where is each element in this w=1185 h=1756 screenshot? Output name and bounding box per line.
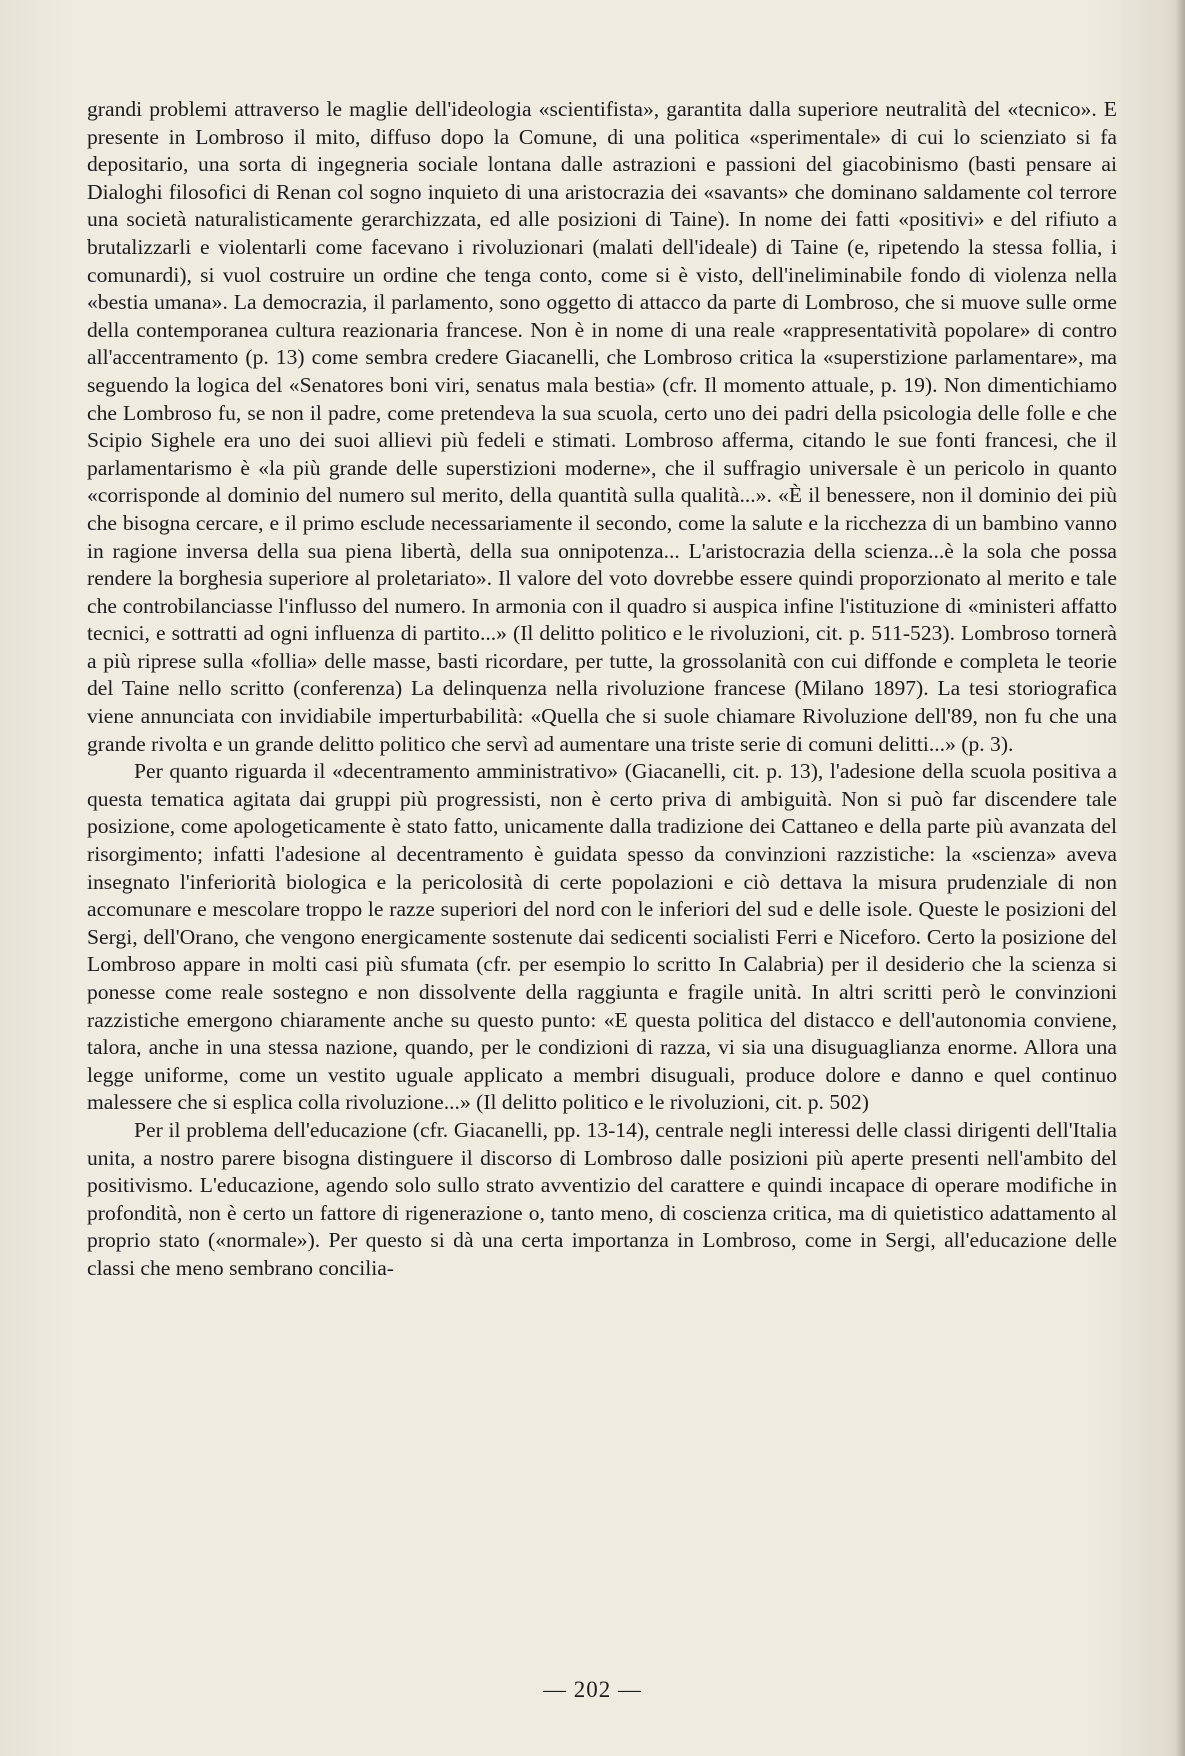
paragraph-3: Per il problema dell'educazione (cfr. Giacanelli, pp. 13-14), centrale negli interessi delle classi dirigenti dell'Italia unita, a nostro parere bisogna distinguere il discorso di Lombroso dalle posizioni più aperte presenti nell'ambito del positivismo. L'educazione, agendo solo sullo strato avventizio del carattere e quindi incapace di operare modifiche in profondità, non è certo un fattore di rigenerazione o, tanto meno, di coscienza critica, ma di quietistico adattamento al proprio stato («normale»). Per questo si dà una certa importanza in Lombroso, come in Sergi, all'educazione delle classi che meno sembrano concilia- xyxy=(87,1117,1117,1280)
paragraph-2: Per quanto riguarda il «decentramento amministrativo» (Giacanelli, cit. p. 13), l'adesione della scuola positiva a questa tematica agitata dai gruppi più progressisti, non è certo priva di ambiguità. Non si può far discendere tale posizione, come apologeticamente è stato fatto, unicamente dalla tradizione dei Cattaneo e della parte più avanzata del risorgimento; infatti l'adesione al decentramento è guidata spesso da convinzioni razzistiche: la «scienza» aveva insegnato l'inferiorità biologica e la pericolosità di certe popolazioni e ciò dettava la misura prudenziale di non accomunare e mescolare troppo le razze superiori del nord con le inferiori del sud e delle isole. Queste le posizioni del Sergi, dell'Orano, che vengono energicamente sostenute dai sedicenti socialisti Ferri e Niceforo. Certo la posizione del Lombroso appare in molti casi più sfumata (cfr. per esempio lo scritto In Calabria) per il desiderio che la scienza si ponesse come reale sostegno e non dissolvente della raggiunta e fragile unità. In altri scritti però le convinzioni razzistiche emergono chiaramente anche su questo punto: «E questa politica del distacco e dell'autonomia conviene, talora, anche in una stessa nazione, quando, per le condizioni di razza, vi sia una disuguaglianza enorme. Allora una legge uniforme, come un vestito uguale applicato a membri disuguali, produce dolore e danno e quel continuo malessere che si esplica colla rivoluzione...» (Il delitto politico e le rivoluzioni, cit. p. 502) xyxy=(87,759,1117,1115)
paragraph-1: grandi problemi attraverso le maglie dell'ideologia «scientifista», garantita dalla superiore neutralità del «tecnico». E presente in Lombroso il mito, diffuso dopo la Comune, di una politica «sperimentale» di cui lo scienziato si fa depositario, una sorta di ingegneria sociale lontana dalle astrazioni e passioni del giacobinismo (basti pensare ai Dialoghi filosofici di Renan col sogno inquieto di una aristocrazia dei «savants» che dominano saldamente col terrore una società naturalisticamente gerarchizzata, ed alle posizioni di Taine). In nome dei fatti «positivi» e del rifiuto a brutalizzarli e violentarli come facevano i rivoluzionari (malati dell'ideale) di Taine (e, ripetendo la stessa follia, i comunardi), si vuol costruire un ordine che tenga conto, come si è visto, dell'ineliminabile fondo di violenza nella «bestia umana». La democrazia, il parlamento, sono oggetto di attacco da parte di Lombroso, che si muove sulle orme della contemporanea cultura reazionaria francese. Non è in nome di una reale «rappresentatività popolare» di contro all'accentramento (p. 13) come sembra credere Giacanelli, che Lombroso critica la «superstizione parlamentare», ma seguendo la logica del «Senatores boni viri, senatus mala bestia» (cfr. Il momento attuale, p. 19). Non dimentichiamo che Lombroso fu, se non il padre, come pretendeva la sua scuola, certo uno dei padri della psicologia delle folle e che Scipio Sighele era uno dei suoi allievi più fedeli e stimati. Lombroso afferma, citando le sue fonti francesi, che il parlamentarismo è «la più grande delle superstizioni moderne», che il suffragio universale è un pericolo in quanto «corrisponde al dominio del numero sul merito, della quantità sulla qualità...». «È il benessere, non il dominio dei più che bisogna cercare, e il primo esclude necessariamente il secondo, come la salute e la ricchezza di un bambino vanno in ragione inversa della sua piena libertà, della sua onnipotenza... L'aristocrazia della scienza...è la sola che possa rendere la borghesia superiore al proletariato». Il valore del voto dovrebbe essere quindi proporzionato al merito e tale che controbilanciasse l'influsso del numero. In armonia con il quadro si auspica infine l'istituzione di «ministeri affatto tecnici, e sottratti ad ogni influenza di partito...» (Il delitto politico e le rivoluzioni, cit. p. 511-523). Lombroso tornerà a più riprese sulla «follia» delle masse, basti ricordare, per tutte, la grossolanità con cui diffonde e completa le teorie del Taine nello scritto (conferenza) La delinquenza nella rivoluzione francese (Milano 1897). La tesi storiografica viene annunciata con invidiabile imperturbabilità: «Quella che si suole chiamare Rivoluzione dell'89, non fu che una grande rivolta e un grande delitto politico che servì ad aumentare una triste serie di comuni delitti...» (p. 3). xyxy=(87,97,1117,756)
body-text xyxy=(87,96,1117,1283)
page-edge-shadow xyxy=(1175,0,1185,1756)
page-number: — 202 — xyxy=(543,1677,642,1702)
